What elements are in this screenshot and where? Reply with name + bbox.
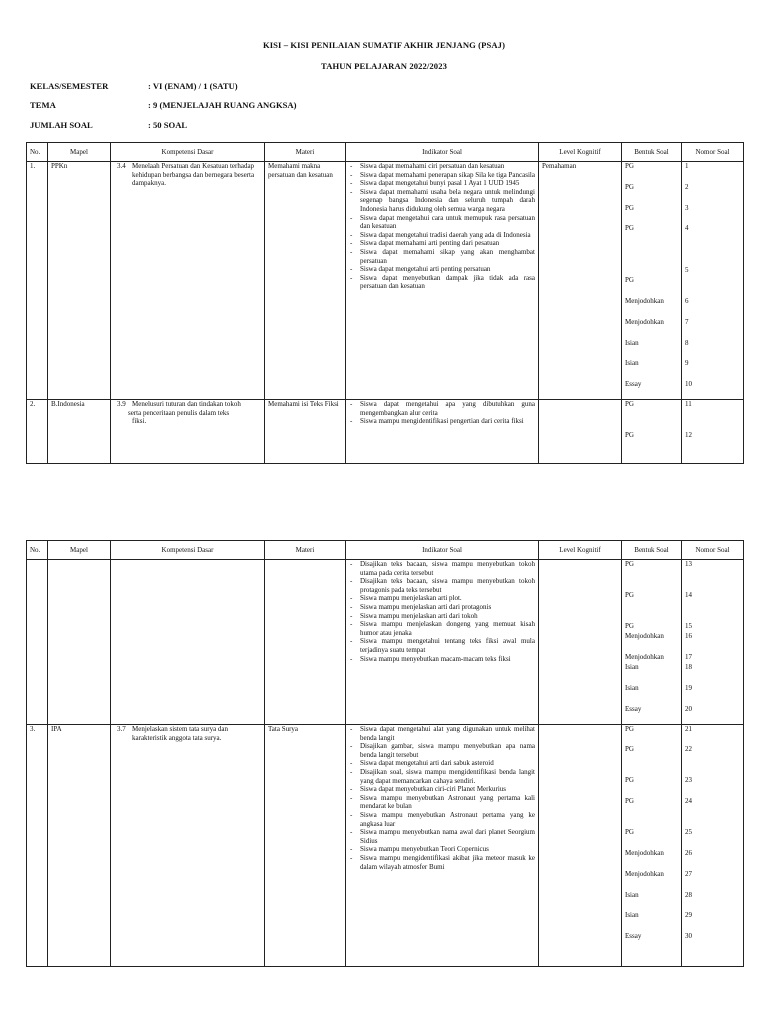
row-indicators: [346, 162, 539, 400]
bentuk-item: PG: [625, 162, 634, 170]
bentuk-item: Essay: [625, 705, 642, 713]
tema-label: TEMA: [30, 100, 56, 110]
row-kd: [111, 162, 265, 400]
page-subtitle: TAHUN PELAJARAN 2022/2023: [321, 61, 447, 71]
table-row: [27, 162, 744, 400]
row-bentuk: [622, 560, 682, 725]
col-kd: Kompetensi Dasar: [111, 143, 265, 162]
nomor-item: 26: [685, 849, 692, 857]
indicator-item: - Disajikan gambar, siswa mampu menyebutkan apa nama benda langit tersebut: [349, 742, 535, 759]
nomor-item: 30: [685, 932, 692, 940]
row-mapel: IPA: [48, 725, 111, 967]
indicator-item: - Siswa dapat memahami usaha bela negara untuk melindungi segenap bangsa Indonesia dan seluruh tumpah darah Indonesia harus didukung oleh semua warga negara: [349, 188, 535, 214]
row-materi: Memahami makna persatuan dan kesatuan: [265, 162, 346, 400]
col-materi: Materi: [265, 541, 346, 560]
bentuk-item: Essay: [625, 932, 642, 940]
nomor-item: 16: [685, 632, 692, 640]
indicator-item: - Disajikan teks bacaan, siswa mampu menyebutkan tokoh protagonis pada teks tersebut: [349, 577, 535, 594]
nomor-item: 7: [685, 318, 689, 326]
row-materi: Tata Surya: [265, 725, 346, 967]
indicator-item: - Siswa dapat mengetahui apa yang dibutuhkan guna mengembangkan alur cerita: [349, 400, 535, 417]
col-bentuk: Bentuk Soal: [622, 143, 682, 162]
col-mapel: Mapel: [48, 541, 111, 560]
col-level: Level Kognitif: [539, 541, 622, 560]
nomor-item: 3: [685, 204, 689, 212]
table-row: [27, 400, 744, 464]
nomor-item: 18: [685, 663, 692, 671]
indicator-item: - Siswa dapat memahami ciri persatuan dan kesatuan: [349, 162, 535, 171]
row-kd: [111, 560, 265, 725]
indicator-item: - Siswa dapat memahami penerapan sikap Sila ke tiga Pancasila: [349, 171, 535, 180]
nomor-item: 28: [685, 891, 692, 899]
bentuk-item: PG: [625, 797, 634, 805]
nomor-item: 20: [685, 705, 692, 713]
indicator-item: - Siswa dapat mengetahui arti penting persatuan: [349, 265, 535, 274]
col-no: No.: [27, 143, 48, 162]
bentuk-item: Menjodohkan: [625, 849, 664, 857]
nomor-item: 4: [685, 224, 689, 232]
col-nomor: Nomor Soal: [682, 541, 744, 560]
indicator-item: - Siswa dapat memahami sikap yang akan menghambat persatuan: [349, 248, 535, 265]
nomor-item: 11: [685, 400, 692, 408]
indicator-item: - Siswa mampu menyebutkan Astronaut pertama yang ke angkasa luar: [349, 811, 535, 828]
row-no: 2.: [27, 400, 48, 464]
indicator-item: - Siswa mampu mengetahui tentang teks fiksi awal mula terjadinya suatu tempat: [349, 637, 535, 654]
kd-text: Menjelaskan sistem tata surya dan karakteristik anggota tata surya.: [132, 725, 229, 742]
nomor-item: 24: [685, 797, 692, 805]
nomor-item: 17: [685, 653, 692, 661]
kd-number: 3.7: [117, 725, 126, 733]
jumlah-label: JUMLAH SOAL: [30, 120, 93, 130]
nomor-item: 22: [685, 745, 692, 753]
nomor-item: 29: [685, 911, 692, 919]
row-materi: [265, 560, 346, 725]
indicator-item: - Siswa mampu menjelaskan dongeng yang memuat kisah humor atau jenaka: [349, 620, 535, 637]
table-row: [27, 725, 744, 967]
indicator-item: - Siswa mampu menyebutkan nama awal dari planet Seorgium Sidius: [349, 828, 535, 845]
col-kd: Kompetensi Dasar: [111, 541, 265, 560]
row-nomor: [682, 400, 744, 464]
col-materi: Materi: [265, 143, 346, 162]
indicator-item: - Siswa dapat mengetahui tradisi daerah yang ada di Indonesia: [349, 231, 535, 240]
indicator-item: - Siswa dapat menyebutkan dampak jika tidak ada rasa persatuan dan kesatuan: [349, 274, 535, 291]
row-mapel: B.Indonesia: [48, 400, 111, 464]
row-indicators: [346, 400, 539, 464]
col-level: Level Kognitif: [539, 143, 622, 162]
row-nomor: [682, 162, 744, 400]
bentuk-item: PG: [625, 276, 634, 284]
table-row: [27, 560, 744, 725]
kd-text: Menelaah Persatuan dan Kesatuan terhadap kehidupan berbangsa dan bernegara beserta dampaknya.: [132, 162, 255, 188]
nomor-item: 12: [685, 431, 692, 439]
row-no: [27, 560, 48, 725]
row-level: Pemahaman: [539, 162, 622, 400]
indicator-item: - Disajikan teks bacaan, siswa mampu menyebutkan tokoh utama pada cerita tersebut: [349, 560, 535, 577]
bentuk-item: Isian: [625, 911, 639, 919]
nomor-item: 6: [685, 297, 689, 305]
bentuk-item: PG: [625, 560, 634, 568]
bentuk-item: Menjodohkan: [625, 632, 664, 640]
nomor-item: 23: [685, 776, 692, 784]
row-bentuk: [622, 162, 682, 400]
bentuk-item: PG: [625, 204, 634, 212]
row-kd: [111, 400, 265, 464]
kd-number: 3.4: [117, 162, 126, 170]
nomor-item: 10: [685, 380, 692, 388]
page-title: KISI – KISI PENILAIAN SUMATIF AKHIR JENJANG (PSAJ): [262, 40, 506, 50]
table-header-row: [27, 143, 744, 162]
nomor-item: 13: [685, 560, 692, 568]
indicator-item: - Siswa mampu menjelaskan arti dari protagonis: [349, 603, 535, 612]
bentuk-item: Isian: [625, 684, 639, 692]
row-indicators: [346, 560, 539, 725]
kd-text: Menelusuri tuturan dan tindakan tokoh: [132, 400, 241, 408]
nomor-item: 5: [685, 266, 689, 274]
nomor-item: 1: [685, 162, 689, 170]
bentuk-item: Isian: [625, 663, 639, 671]
nomor-item: 25: [685, 828, 692, 836]
row-nomor: [682, 725, 744, 967]
row-indicators: [346, 725, 539, 967]
bentuk-item: PG: [625, 224, 634, 232]
indicator-item: - Siswa mampu mengidentifikasi pengertian dari cerita fiksi: [349, 417, 535, 426]
bentuk-item: PG: [625, 400, 634, 408]
nomor-item: 14: [685, 591, 692, 599]
bentuk-item: PG: [625, 745, 634, 753]
bentuk-item: PG: [625, 431, 634, 439]
bentuk-item: PG: [625, 591, 634, 599]
indicator-item: - Disajikan soal, siswa mampu mengidentifikasi benda langit yang dapat memancarkan cahaya sendiri.: [349, 768, 535, 785]
col-mapel: Mapel: [48, 143, 111, 162]
kd-number: 3.9: [117, 400, 126, 408]
kd-text: fiksi.: [132, 417, 147, 426]
nomor-item: 19: [685, 684, 692, 692]
bentuk-item: PG: [625, 776, 634, 784]
tema-value: : 9 (MENJELAJAH RUANG ANGKSA): [148, 100, 297, 110]
kisi-table-1: [26, 142, 744, 464]
row-level: [539, 560, 622, 725]
indicator-item: - Siswa dapat memahami arti penting dari pesatuan: [349, 239, 535, 248]
nomor-item: 2: [685, 183, 689, 191]
row-mapel: PPKn: [48, 162, 111, 400]
col-nomor: Nomor Soal: [682, 143, 744, 162]
table-header-row: [27, 541, 744, 560]
nomor-item: 8: [685, 339, 689, 347]
indicator-item: - Siswa mampu menjelaskan arti plot.: [349, 594, 535, 603]
row-no: 3.: [27, 725, 48, 967]
col-indikator: Indikator Soal: [346, 541, 539, 560]
bentuk-item: PG: [625, 725, 634, 733]
indicator-item: - Siswa dapat mengetahui arti dari sabuk asteroid: [349, 759, 535, 768]
bentuk-item: Isian: [625, 359, 639, 367]
kd-text: serta penceritaan penulis dalam teks: [128, 408, 230, 417]
row-mapel: [48, 560, 111, 725]
indicator-item: - Siswa mampu menyebutkan macam-macam teks fiksi: [349, 655, 535, 664]
indicator-item: - Siswa dapat mengetahui bunyi pasal 1 Ayat 1 UUD 1945: [349, 179, 535, 188]
col-indikator: Indikator Soal: [346, 143, 539, 162]
nomor-item: 15: [685, 622, 692, 630]
kelas-value: : VI (ENAM) / 1 (SATU): [148, 81, 238, 91]
bentuk-item: PG: [625, 183, 634, 191]
kisi-table-2: [26, 540, 744, 967]
bentuk-item: Essay: [625, 380, 642, 388]
indicator-item: - Siswa mampu menyebutkan Astronaut yang pertama kali mendarat ke bulan: [349, 794, 535, 811]
col-no: No.: [27, 541, 48, 560]
indicator-item: - Siswa dapat mengetahui alat yang digunakan untuk melihat benda langit: [349, 725, 535, 742]
row-level: [539, 400, 622, 464]
indicator-item: - Siswa mampu menyebutkan Teori Copernicus: [349, 845, 535, 854]
kelas-label: KELAS/SEMESTER: [30, 81, 109, 91]
row-no: 1.: [27, 162, 48, 400]
indicator-item: - Siswa mampu menjelaskan arti dari tokoh: [349, 612, 535, 621]
row-kd: [111, 725, 265, 967]
indicator-item: - Siswa mampu mengidentifikasi akibat jika meteor masuk ke dalam wilayah atmosfer Bumi: [349, 854, 535, 871]
bentuk-item: Isian: [625, 891, 639, 899]
bentuk-item: Menjodohkan: [625, 297, 664, 305]
jumlah-value: : 50 SOAL: [148, 120, 188, 130]
row-bentuk: [622, 725, 682, 967]
nomor-item: 9: [685, 359, 689, 367]
bentuk-item: Isian: [625, 339, 639, 347]
nomor-item: 21: [685, 725, 692, 733]
indicator-item: - Siswa dapat mengetahui cara untuk memupuk rasa persatuan dan kesatuan: [349, 214, 535, 231]
bentuk-item: PG: [625, 622, 634, 630]
bentuk-item: Menjodohkan: [625, 318, 664, 326]
row-materi: Memahami isi Teks Fiksi: [265, 400, 346, 464]
bentuk-item: Menjodohkan: [625, 653, 664, 661]
bentuk-item: Menjodohkan: [625, 870, 664, 878]
row-level: [539, 725, 622, 967]
nomor-item: 27: [685, 870, 692, 878]
indicator-item: - Siswa dapat menyebutkan ciri-ciri Planet Merkurius: [349, 785, 535, 794]
row-bentuk: [622, 400, 682, 464]
col-bentuk: Bentuk Soal: [622, 541, 682, 560]
bentuk-item: PG: [625, 828, 634, 836]
row-nomor: [682, 560, 744, 725]
